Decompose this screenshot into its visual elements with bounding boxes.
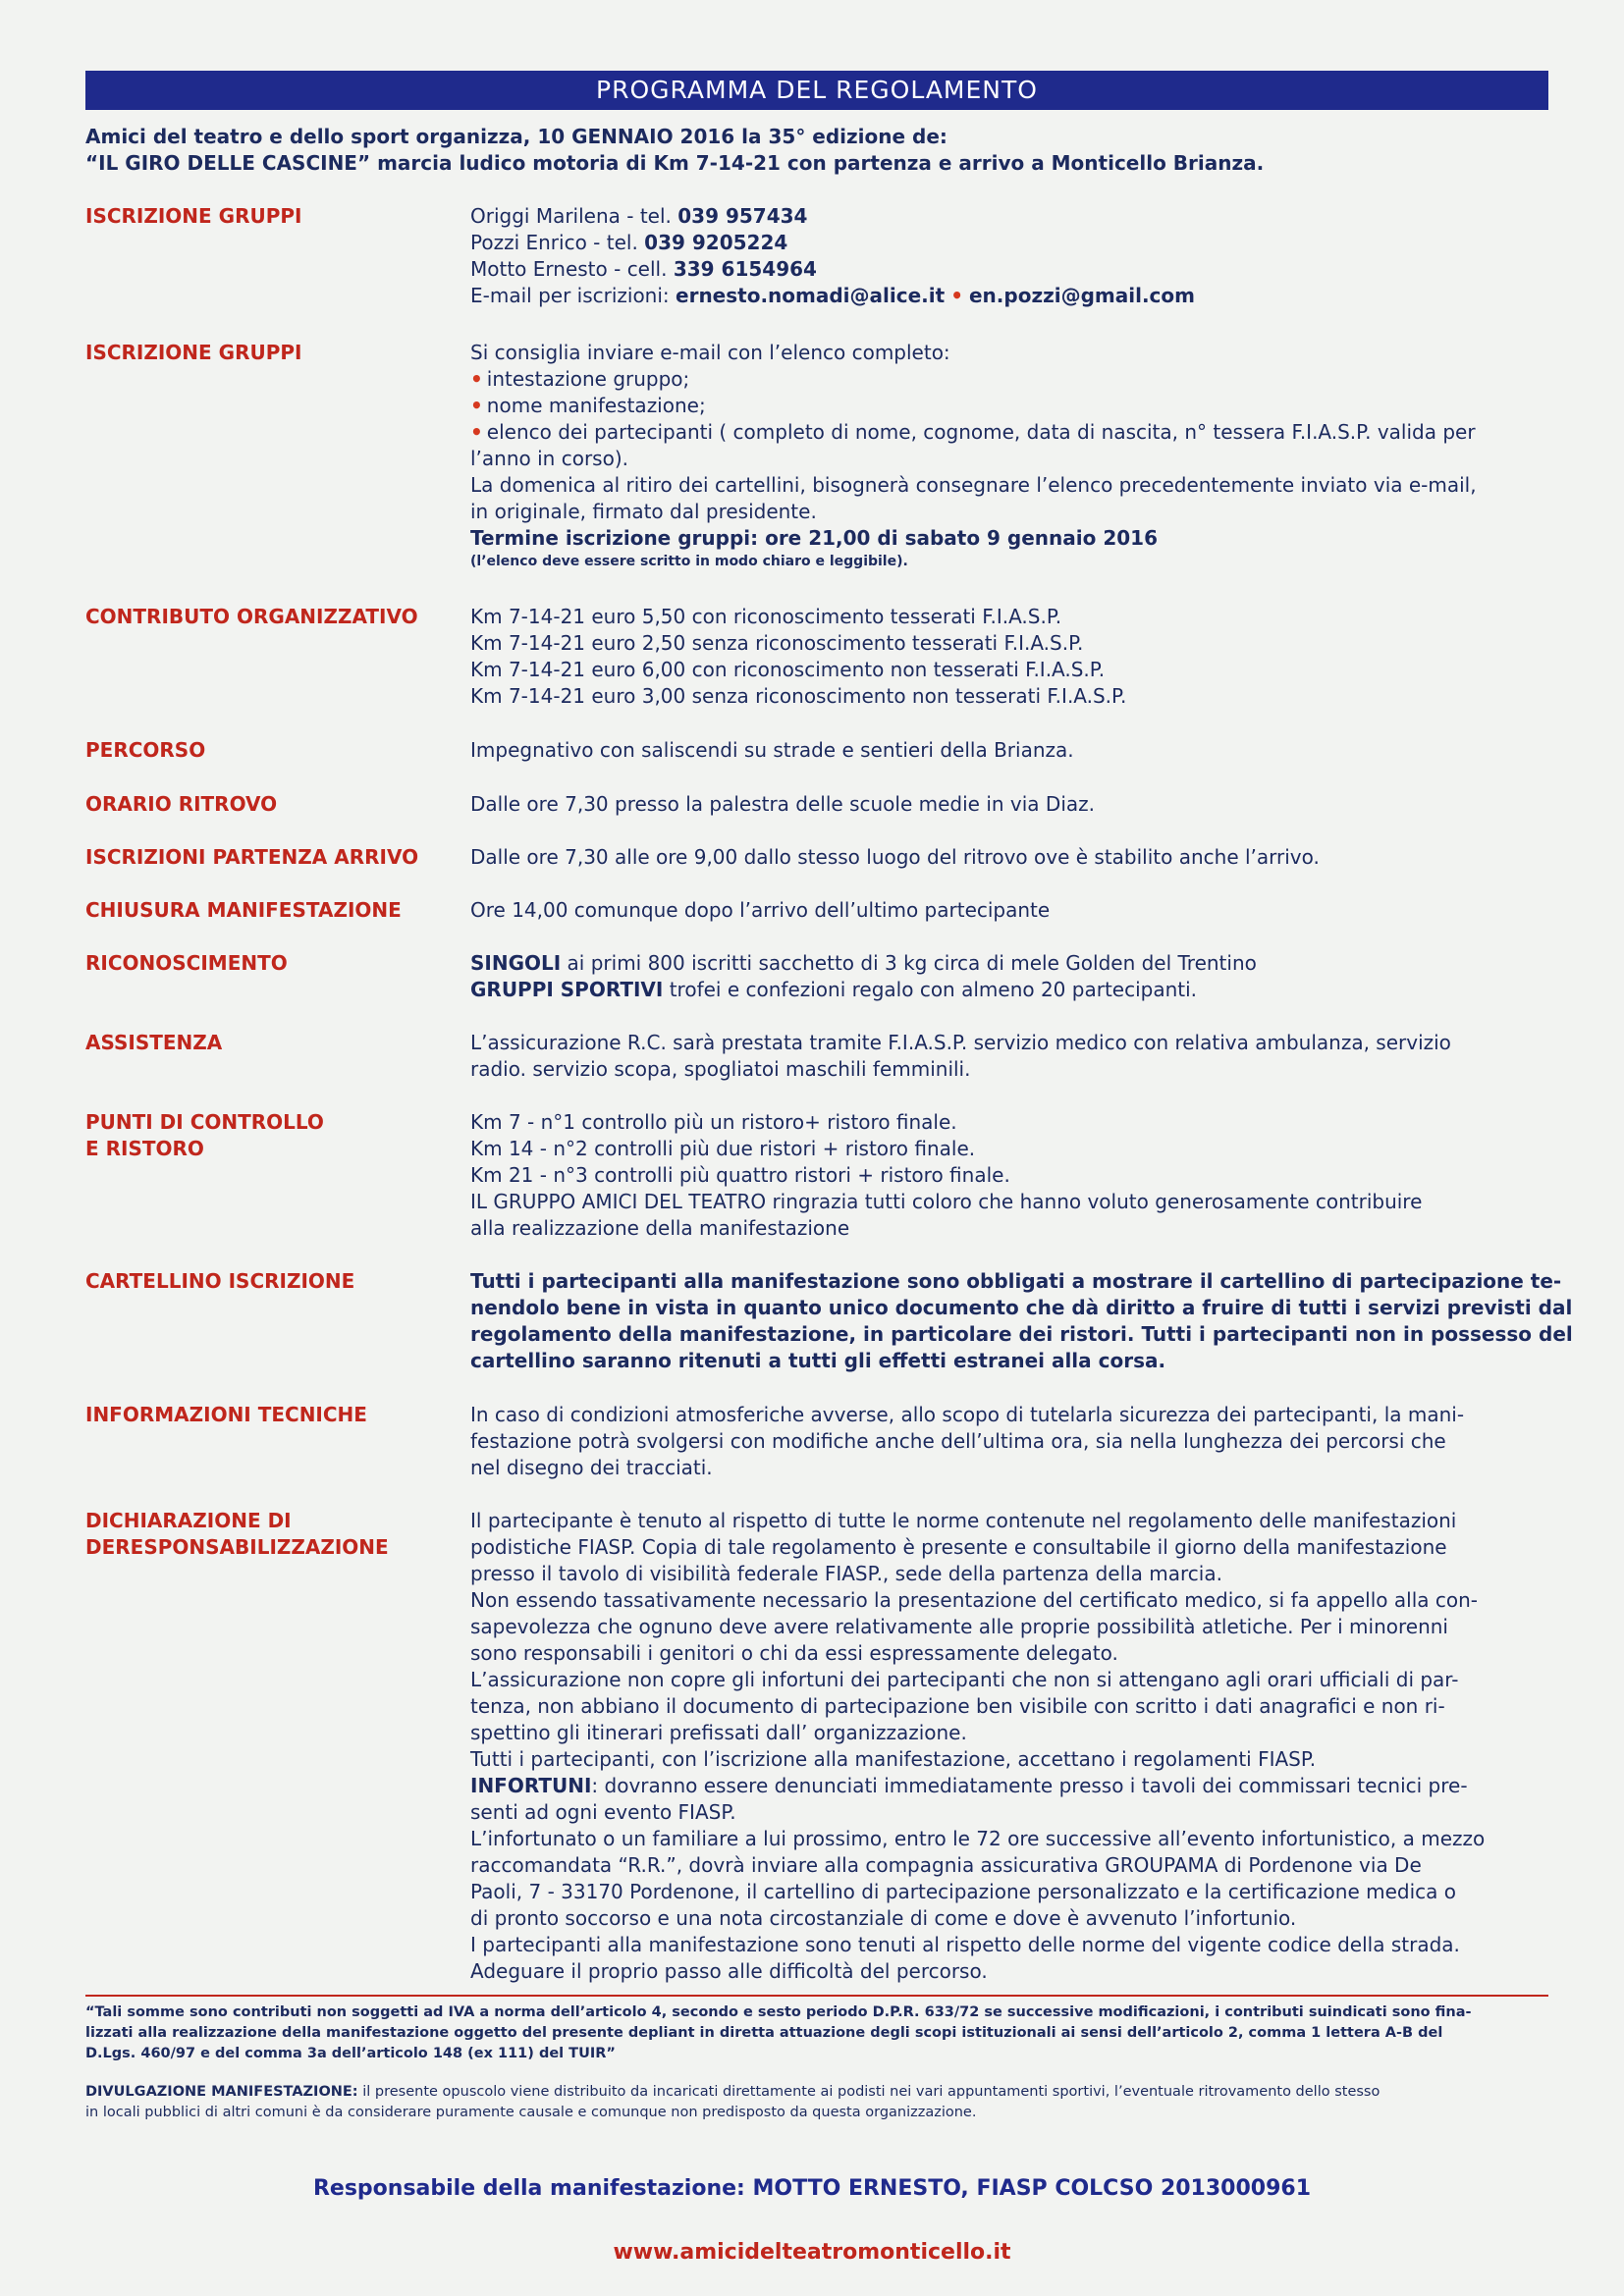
section-label: ISCRIZIONI PARTENZA ARRIVO xyxy=(85,845,419,869)
text-line: L’assicurazione non copre gli infortuni dei partecipanti che non si attengano agli orari ufficiali di par- xyxy=(470,1668,1459,1691)
text-line: DIVULGAZIONE MANIFESTAZIONE: il presente opuscolo viene distribuito da incaricati direttamente ai podisti nei vari appuntamenti sportivi, l’eventuale ritrovamento dello stesso xyxy=(85,2084,1380,2100)
responsabile-manifestazione: Responsabile della manifestazione: MOTTO ERNESTO, FIASP COLCSO 2013000961 xyxy=(312,2176,1312,2201)
phone-number: 339 6154964 xyxy=(673,257,817,281)
text-line: tenza, non abbiano il documento di partecipazione ben visibile con scritto i dati anagrafici e non ri- xyxy=(470,1694,1445,1718)
text-line: Km 21 - n°3 controlli più quattro ristori + ristoro finale. xyxy=(470,1163,1010,1187)
email-link-2[interactable]: en.pozzi@gmail.com xyxy=(968,284,1195,307)
note: (l’elenco deve essere scritto in modo chiaro e leggibile). xyxy=(470,554,908,569)
section-content: Ore 14,00 comunque dopo l’arrivo dell’ultimo partecipante xyxy=(470,898,1051,922)
footnote xyxy=(85,2002,1548,2064)
bullet-dot-icon: • xyxy=(470,367,483,391)
text-line: L’assicurazione R.C. sarà prestata tramite F.I.A.S.P. servizio medico con relativa ambulanza, servizio xyxy=(470,1031,1451,1054)
section-content xyxy=(470,604,1624,710)
contact-line: Origgi Marilena - tel. 039 957434 xyxy=(470,204,808,228)
section-content xyxy=(470,1268,1624,1374)
contact-line: Motto Ernesto - cell. 339 6154964 xyxy=(470,257,817,281)
text-line: Il partecipante è tenuto al rispetto di tutte le norme contenute nel regolamento delle manifestazioni xyxy=(470,1509,1457,1532)
text-line: “Tali somme sono contributi non soggetti ad IVA a norma dell’articolo 4, secondo e sesto periodo D.P.R. 633/72 se successive modificazioni, i contributi suindicati sono fina- xyxy=(85,2004,1472,2020)
text-line: alla realizzazione della manifestazione xyxy=(470,1216,850,1240)
section-label: INFORMAZIONI TECNICHE xyxy=(85,1403,367,1426)
email-link-1[interactable]: ernesto.nomadi@alice.it xyxy=(676,284,946,307)
text-line: cartellino saranno ritenuti a tutti gli effetti estranei alla corsa. xyxy=(470,1349,1166,1372)
bullet-dot-icon: • xyxy=(470,394,483,417)
fee-line: Km 7-14-21 euro 3,00 senza riconoscimento non tesserati F.I.A.S.P. xyxy=(470,684,1127,708)
bullet-dot-icon: • xyxy=(950,284,963,307)
intro-line-2: “IL GIRO DELLE CASCINE” marcia ludico motoria di Km 7-14-21 con partenza e arrivo a Monticello Brianza. xyxy=(85,151,1265,175)
email-line: E-mail per iscrizioni: ernesto.nomadi@alice.it • en.pozzi@gmail.com xyxy=(470,284,1195,307)
section-content xyxy=(470,203,1624,309)
section-content xyxy=(470,1109,1624,1242)
text-line: presso il tavolo di visibilità federale FIASP., sede della partenza della marcia. xyxy=(470,1562,1222,1585)
section-label: PERCORSO xyxy=(85,738,206,762)
text-line: INFORTUNI: dovranno essere denunciati immediatamente presso i tavoli dei commissari tecnici pre- xyxy=(470,1774,1468,1797)
bullet-dot-icon: • xyxy=(470,420,483,444)
text-line: nel disegno dei tracciati. xyxy=(470,1456,713,1479)
section-content: Dalle ore 7,30 presso la palestra delle scuole medie in via Diaz. xyxy=(470,792,1095,816)
text-line: spettino gli itinerari prefissati dall’ organizzazione. xyxy=(470,1721,967,1744)
section-content: Impegnativo con saliscendi su strade e sentieri della Brianza. xyxy=(470,738,1074,762)
section-label: CARTELLINO ISCRIZIONE xyxy=(85,1269,355,1293)
section-content xyxy=(470,1508,1624,1985)
text-line: in locali pubblici di altri comuni è da considerare puramente causale e comunque non predisposto da questa organizzazione. xyxy=(85,2105,977,2120)
text-line: Adeguare il proprio passo alle difficoltà del percorso. xyxy=(470,1959,988,1983)
text-line: di pronto soccorso e una nota circostanziale di come e dove è avvenuto l’infortunio. xyxy=(470,1906,1297,1930)
section-label: RICONOSCIMENTO xyxy=(85,951,288,975)
text-line: sono responsabili i genitori o chi da essi espressamente delegato. xyxy=(470,1641,1118,1665)
text-line: In caso di condizioni atmosferiche avverse, allo scopo di tutelarla sicurezza dei partecipanti, la mani- xyxy=(470,1403,1465,1426)
section-label: ORARIO RITROVO xyxy=(85,792,278,816)
intro-line-1: Amici del teatro e dello sport organizza, 10 GENNAIO 2016 la 35° edizione de: xyxy=(85,125,947,148)
list-item: • nome manifestazione; xyxy=(470,394,706,417)
divider xyxy=(85,1995,1548,1997)
website-link[interactable]: www.amicidelteatromonticello.it xyxy=(613,2240,1011,2265)
text-line: sapevolezza che ognuno deve avere relativamente alle proprie possibilità atletiche. Per i minorenni xyxy=(470,1615,1448,1638)
divulgazione-note xyxy=(85,2082,1548,2123)
phone-number: 039 957434 xyxy=(677,204,808,228)
banner-title: PROGRAMMA DEL REGOLAMENTO xyxy=(85,71,1548,110)
text-line: I partecipanti alla manifestazione sono tenuti al rispetto delle norme del vigente codice della strada. xyxy=(470,1933,1460,1956)
text-line: Paoli, 7 - 33170 Pordenone, il cartellino di partecipazione personalizzato e la certificazione medica o xyxy=(470,1880,1457,1903)
text-line: Si consiglia inviare e-mail con l’elenco completo: xyxy=(470,341,950,364)
text-line: Non essendo tassativamente necessario la presentazione del certificato medico, si fa appello alla con- xyxy=(470,1588,1478,1612)
section-content xyxy=(470,950,1624,1003)
contact-line: Pozzi Enrico - tel. 039 9205224 xyxy=(470,231,788,254)
text-line: radio. servizio scopa, spogliatoi maschili femminili. xyxy=(470,1057,971,1081)
text-line: raccomandata “R.R.”, dovrà inviare alla compagnia assicurativa GROUPAMA di Pordenone via De xyxy=(470,1853,1422,1877)
text-line: senti ad ogni evento FIASP. xyxy=(470,1800,736,1824)
text-line: IL GRUPPO AMICI DEL TEATRO ringrazia tutti coloro che hanno voluto generosamente contribuire xyxy=(470,1190,1423,1213)
text-line: nendolo bene in vista in quanto unico documento che dà diritto a fruire di tutti i servizi previsti dal xyxy=(470,1296,1573,1319)
section-label: CHIUSURA MANIFESTAZIONE xyxy=(85,898,402,922)
text-line: podistiche FIASP. Copia di tale regolamento è presente e consultabile il giorno della manifestazione xyxy=(470,1535,1447,1559)
section-label: DICHIARAZIONE DI DERESPONSABILIZZAZIONE xyxy=(85,1509,389,1559)
text-line: La domenica al ritiro dei cartellini, bisognerà consegnare l’elenco precedentemente inviato via e-mail, xyxy=(470,473,1477,497)
text-line: Km 7 - n°1 controllo più un ristoro+ ristoro finale. xyxy=(470,1110,957,1134)
text-line: l’anno in corso). xyxy=(470,447,628,470)
list-item: • intestazione gruppo; xyxy=(470,367,690,391)
section-content xyxy=(470,340,1624,571)
text-line: L’infortunato o un familiare a lui prossimo, entro le 72 ore successive all’evento infortunistico, a mezzo xyxy=(470,1827,1486,1850)
text-line: festazione potrà svolgersi con modifiche anche dell’ultima ora, sia nella lunghezza dei percorsi che xyxy=(470,1429,1446,1453)
text-line: in originale, firmato dal presidente. xyxy=(470,500,817,523)
fee-line: Km 7-14-21 euro 5,50 con riconoscimento tesserati F.I.A.S.P. xyxy=(470,605,1062,628)
section-content xyxy=(470,1402,1624,1481)
section-label: ISCRIZIONE GRUPPI xyxy=(85,204,302,228)
text-line: GRUPPI SPORTIVI trofei e confezioni regalo con almeno 20 partecipanti. xyxy=(470,978,1198,1001)
section-content: Dalle ore 7,30 alle ore 9,00 dallo stesso luogo del ritrovo ove è stabilito anche l’arrivo. xyxy=(470,845,1320,869)
termine-iscrizione: Termine iscrizione gruppi: ore 21,00 di sabato 9 gennaio 2016 xyxy=(470,526,1158,550)
text-line: D.Lgs. 460/97 e del comma 3a dell’articolo 148 (ex 111) del TUIR” xyxy=(85,2046,616,2061)
section-label: CONTRIBUTO ORGANIZZATIVO xyxy=(85,605,418,628)
text-line: Km 14 - n°2 controlli più due ristori + ristoro finale. xyxy=(470,1137,976,1160)
section-label: PUNTI DI CONTROLLO E RISTORO xyxy=(85,1110,324,1160)
fee-line: Km 7-14-21 euro 2,50 senza riconoscimento tesserati F.I.A.S.P. xyxy=(470,631,1084,655)
section-content xyxy=(470,1030,1624,1083)
section-label: ISCRIZIONE GRUPPI xyxy=(85,341,302,364)
fee-line: Km 7-14-21 euro 6,00 con riconoscimento non tesserati F.I.A.S.P. xyxy=(470,658,1106,681)
intro xyxy=(85,124,1558,177)
phone-number: 039 9205224 xyxy=(644,231,788,254)
text-line: regolamento della manifestazione, in particolare dei ristori. Tutti i partecipanti non in possesso del xyxy=(470,1322,1573,1346)
list-item: • elenco dei partecipanti ( completo di nome, cognome, data di nascita, n° tessera F.I.A.S.P. valida per xyxy=(470,420,1476,444)
text-line: Tutti i partecipanti alla manifestazione sono obbligati a mostrare il cartellino di partecipazione te- xyxy=(470,1269,1562,1293)
text-line: lizzati alla realizzazione della manifestazione oggetto del presente depliant in diretta attuazione degli scopi istituzionali ai sensi dell’articolo 2, comma 1 lettera A-B del xyxy=(85,2025,1443,2041)
text-line: Tutti i partecipanti, con l’iscrizione alla manifestazione, accettano i regolamenti FIASP. xyxy=(470,1747,1317,1771)
text-line: SINGOLI ai primi 800 iscritti sacchetto di 3 kg circa di mele Golden del Trentino xyxy=(470,951,1257,975)
section-label: ASSISTENZA xyxy=(85,1031,223,1054)
